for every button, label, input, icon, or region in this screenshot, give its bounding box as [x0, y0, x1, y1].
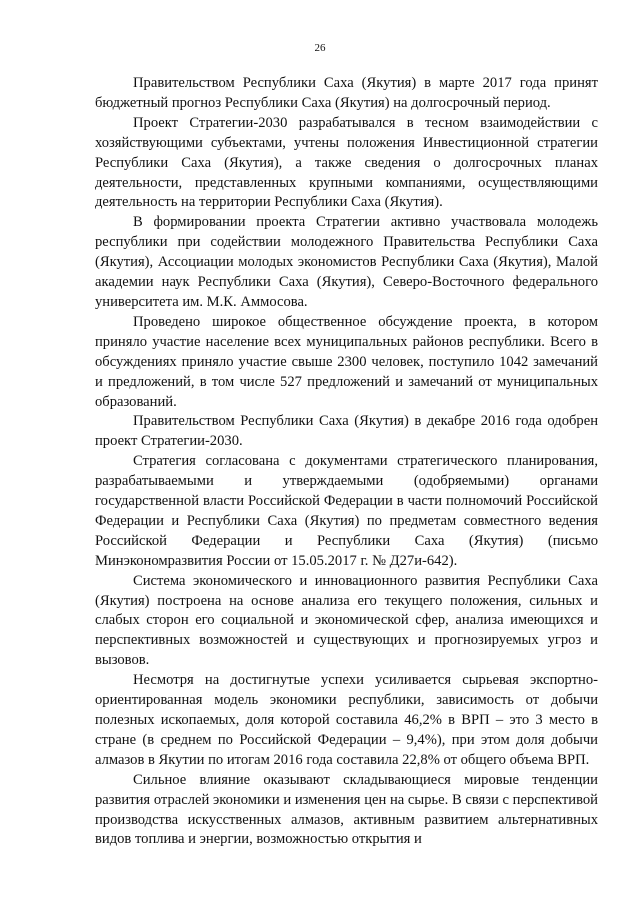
- paragraph-global-trends: Сильное влияние оказывают складывающиеся мировые тенденции развития отраслей экономики и изменения цен на сырье. В связи с перспективой производства искусственных алмазов, активным развитием альтернативных видов топлива и энергии, возможностью открытия и: [95, 771, 598, 848]
- paragraph-development-system: Система экономического и инновационного развития Республики Саха (Якутия) построена на основе анализа его текущего положения, сильных и слабых сторон его социальной и экономической сфер, анализа имеющихся и перспективных возможностей и существующих и прогнозируемых угроз и вызовов.: [95, 572, 598, 669]
- paragraph-budget-forecast: Правительством Республики Саха (Якутия) в марте 2017 года принят бюджетный прогноз Республики Саха (Якутия) на долгосрочный период.: [95, 75, 598, 111]
- paragraph-government-approval: Правительством Республики Саха (Якутия) в декабре 2016 года одобрен проект Стратегии-2030.: [95, 413, 598, 450]
- paragraph-strategy-development: Проект Стратегии-2030 разрабатывался в тесном взаимодействии с хозяйствующими субъектами, учтены положения Инвестиционной стратегии Республики Саха (Якутия), а также сведения о долгосрочных планах деятельности, представленных крупными компаниями, осуществляющими деятельность на территории Республики Саха (Якутия).: [95, 114, 598, 211]
- paragraph-public-discussion: Проведено широкое общественное обсуждение проекта, в котором приняло участие население всех муниципальных районов республики. Всего в обсуждениях приняло участие свыше 2300 человек, поступило 1042 замечаний и предложений, в том числе 527 предложений и замечаний от муниципальных образований.: [95, 313, 598, 410]
- paragraph-youth-participation: В формировании проекта Стратегии активно участвовала молодежь республики при содействии молодежного Правительства Республики Саха (Якутия), Ассоциации молодых экономистов Республики Саха (Якутия), Малой академии наук Республики Саха (Якутия), Северо-Восточного федерального университета им. М.К. Аммосова.: [95, 214, 598, 310]
- page-number: 26: [314, 42, 326, 54]
- paragraph-strategy-agreement: Стратегия согласована с документами стратегического планирования, разрабатываемыми и утверждаемыми (одобряемыми) органами государственной власти Российской Федерации в части полномочий Российской Федерации и Республики Саха (Якутия) по предметам совместного ведения Российской Федерации и Республики Саха (Якутия) (письмо Минэкономразвития России от 15.05.2017 г. № Д27и-642).: [95, 453, 598, 569]
- body-text: [95, 0, 598, 850]
- paragraph-resource-dependence: Несмотря на достигнутые успехи усиливается сырьевая экспортно-ориентированная модель экономики республики, зависимость от добычи полезных ископаемых, доля которой составила 46,2% в ВРП – это 3 место в стране (в среднем по Российской Федерации – 9,4%), при этом доля добычи алмазов в Якутии по итогам 2016 года составила 22,8% от общего объема ВРП.: [95, 672, 598, 768]
